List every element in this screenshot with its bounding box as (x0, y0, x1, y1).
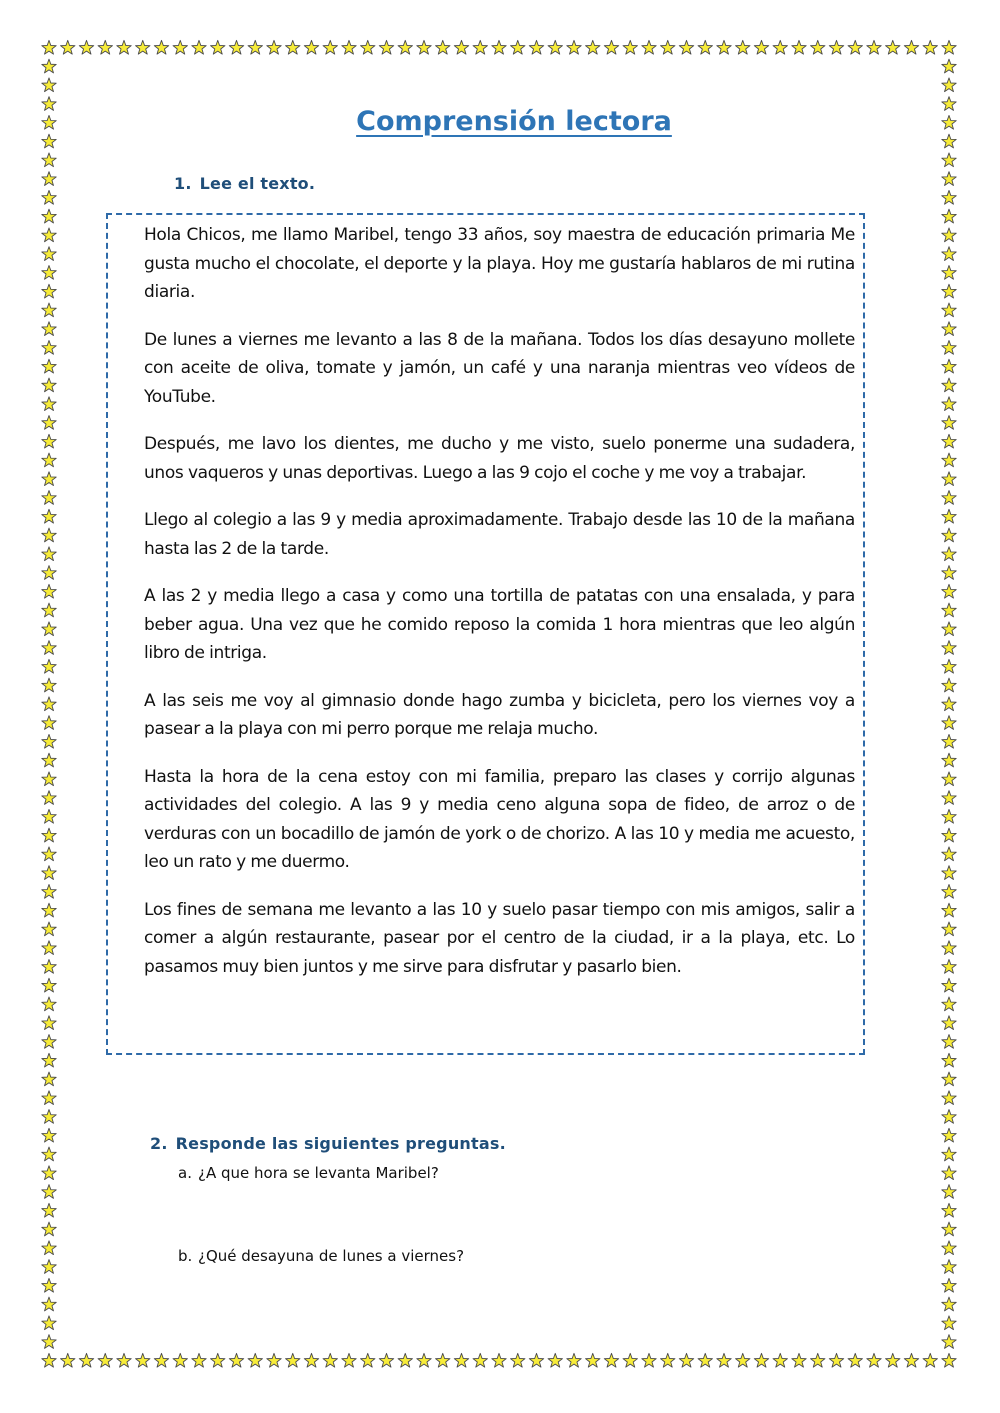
star-icon (942, 359, 956, 373)
reading-paragraph-5: A las 2 y media llego a casa y como una tortilla de patatas con una ensalada, y para beber agua. Una vez que he comido reposo la comida 1 hora mientras que leo algún libro de intriga. (144, 586, 855, 663)
star-icon (942, 1241, 956, 1255)
star-icon (942, 209, 956, 223)
star-icon (436, 1353, 450, 1367)
star-icon (511, 1353, 525, 1367)
star-icon (942, 1128, 956, 1142)
star-icon (98, 40, 112, 54)
star-icon (736, 40, 750, 54)
star-icon (942, 753, 956, 767)
star-icon (42, 960, 56, 974)
star-icon (942, 247, 956, 261)
star-icon (154, 1353, 168, 1367)
star-icon (42, 1353, 56, 1367)
star-icon (342, 40, 356, 54)
star-icon (942, 40, 956, 54)
star-icon (42, 922, 56, 936)
star-icon (567, 1353, 581, 1367)
star-icon (942, 378, 956, 392)
star-icon (942, 1203, 956, 1217)
star-icon (942, 1185, 956, 1199)
star-icon (942, 284, 956, 298)
star-icon (548, 1353, 562, 1367)
star-icon (942, 1016, 956, 1030)
star-icon (42, 622, 56, 636)
star-icon (942, 228, 956, 242)
star-icon (42, 228, 56, 242)
star-icon (173, 1353, 187, 1367)
star-icon (42, 847, 56, 861)
star-icon (61, 40, 75, 54)
star-icon (942, 1278, 956, 1292)
star-icon (867, 1353, 881, 1367)
star-icon (248, 1353, 262, 1367)
star-icon (623, 40, 637, 54)
reading-text-box (106, 213, 865, 1055)
reading-paragraph-4: Llego al colegio a las 9 y media aproximadamente. Trabajo desde las 10 de la mañana hasta las 2 de la tarde. (144, 510, 855, 559)
star-icon (42, 753, 56, 767)
star-icon (229, 1353, 243, 1367)
question-a-text: ¿A que hora se levanta Maribel? (198, 1164, 439, 1182)
reading-paragraph-3: Después, me lavo los dientes, me ducho y me visto, suelo ponerme una sudadera, unos vaqueros y unas deportivas. Luego a las 9 cojo el coche y me voy a trabajar. (144, 434, 855, 483)
star-icon (942, 1222, 956, 1236)
question-a-letter: a. (178, 1164, 192, 1182)
star-icon (942, 397, 956, 411)
star-icon (42, 397, 56, 411)
star-icon (867, 40, 881, 54)
star-icon (42, 209, 56, 223)
question-b-text: ¿Qué desayuna de lunes a viernes? (198, 1247, 465, 1265)
star-icon (642, 40, 656, 54)
star-icon (679, 40, 693, 54)
star-icon (604, 1353, 618, 1367)
star-icon (136, 1353, 150, 1367)
star-icon (942, 1316, 956, 1330)
star-icon (829, 1353, 843, 1367)
star-icon (42, 153, 56, 167)
star-icon (42, 1016, 56, 1030)
star-icon (398, 40, 412, 54)
star-icon (942, 265, 956, 279)
star-icon (42, 59, 56, 73)
star-icon (942, 509, 956, 523)
reading-paragraph-2: De lunes a viernes me levanto a las 8 de la mañana. Todos los días desayuno mollete con aceite de oliva, tomate y jamón, un café y una naranja mientras veo vídeos de YouTube. (144, 329, 855, 407)
star-icon (661, 1353, 675, 1367)
star-icon (492, 1353, 506, 1367)
star-icon (42, 1147, 56, 1161)
star-icon (42, 1053, 56, 1067)
star-icon (942, 1353, 956, 1367)
star-icon (42, 322, 56, 336)
star-icon (42, 791, 56, 805)
star-icon (42, 1035, 56, 1049)
star-icon (436, 40, 450, 54)
star-icon (942, 772, 956, 786)
star-icon (942, 59, 956, 73)
star-icon (942, 1297, 956, 1311)
star-icon (323, 1353, 337, 1367)
star-icon (942, 303, 956, 317)
star-icon (942, 341, 956, 355)
star-icon (942, 791, 956, 805)
section-1-heading (174, 174, 315, 193)
star-icon (136, 40, 150, 54)
star-icon (42, 528, 56, 542)
star-icon (79, 40, 93, 54)
section-2-heading (150, 1134, 506, 1153)
star-icon (661, 40, 675, 54)
star-icon (42, 547, 56, 561)
star-icon (942, 903, 956, 917)
star-icon (42, 378, 56, 392)
star-icon (42, 1203, 56, 1217)
star-icon (173, 40, 187, 54)
star-icon (417, 1353, 431, 1367)
star-icon (942, 622, 956, 636)
section-1-number: 1. (174, 174, 192, 193)
star-icon (42, 1260, 56, 1274)
star-icon (848, 1353, 862, 1367)
page-title: Comprensión lectora (356, 106, 672, 137)
star-icon (361, 40, 375, 54)
star-icon (942, 1166, 956, 1180)
star-icon (42, 359, 56, 373)
star-icon (379, 1353, 393, 1367)
star-icon (698, 1353, 712, 1367)
star-icon (42, 884, 56, 898)
star-icon (942, 828, 956, 842)
star-icon (942, 847, 956, 861)
star-icon (286, 1353, 300, 1367)
star-icon (942, 528, 956, 542)
question-b (178, 1246, 464, 1266)
star-icon (454, 1353, 468, 1367)
reading-paragraph-1: Hola Chicos, me llamo Maribel, tengo 33 años, soy maestra de educación primaria Me gusta mucho el chocolate, el deporte y la playa. Hoy me gustaría hablaros de mi rutina diaria. (144, 225, 855, 302)
star-icon (42, 603, 56, 617)
star-icon (942, 960, 956, 974)
star-icon (42, 659, 56, 673)
star-icon (361, 1353, 375, 1367)
star-icon (42, 809, 56, 823)
reading-paragraph-6: A las seis me voy al gimnasio donde hago zumba y bicicleta, pero los viernes voy a pasear a la playa con mi perro porque me relaja mucho. (144, 690, 855, 739)
star-icon (42, 434, 56, 448)
star-icon (642, 1353, 656, 1367)
star-icon (586, 1353, 600, 1367)
star-icon (267, 1353, 281, 1367)
star-icon (42, 697, 56, 711)
star-icon (942, 866, 956, 880)
star-icon (492, 40, 506, 54)
star-icon (942, 716, 956, 730)
star-icon (42, 341, 56, 355)
star-icon (61, 1353, 75, 1367)
star-icon (942, 153, 956, 167)
star-icon (942, 1072, 956, 1086)
star-icon (42, 1241, 56, 1255)
star-icon (623, 1353, 637, 1367)
section-2-number: 2. (150, 1134, 168, 1153)
star-icon (323, 40, 337, 54)
star-icon (42, 997, 56, 1011)
star-icon (773, 40, 787, 54)
star-icon (942, 1110, 956, 1124)
star-icon (42, 491, 56, 505)
star-icon (79, 1353, 93, 1367)
reading-paragraph-7: Hasta la hora de la cena estoy con mi familia, preparo las clases y corrijo algunas actividades del colegio. A las 9 y media ceno alguna sopa de fideo, de arroz o de verduras con un bocadillo de jamón de york o de chorizo. A las 10 y media me acuesto, leo un rato y me duermo. (144, 766, 855, 872)
star-icon (42, 172, 56, 186)
star-icon (886, 40, 900, 54)
star-icon (942, 1053, 956, 1067)
star-icon (267, 40, 281, 54)
star-icon (942, 941, 956, 955)
star-icon (886, 1353, 900, 1367)
star-icon (42, 416, 56, 430)
star-icon (754, 40, 768, 54)
star-icon (811, 1353, 825, 1367)
star-icon (42, 1091, 56, 1105)
star-icon (604, 40, 618, 54)
star-icon (904, 40, 918, 54)
star-icon (529, 1353, 543, 1367)
star-icon (42, 265, 56, 279)
star-icon (942, 584, 956, 598)
star-icon (286, 40, 300, 54)
star-icon (942, 697, 956, 711)
star-icon (42, 1072, 56, 1086)
star-icon (773, 1353, 787, 1367)
star-icon (211, 1353, 225, 1367)
star-icon (942, 1335, 956, 1349)
star-icon (42, 1128, 56, 1142)
star-icon (42, 584, 56, 598)
star-icon (792, 1353, 806, 1367)
star-icon (942, 678, 956, 692)
star-icon (98, 1353, 112, 1367)
star-icon (342, 1353, 356, 1367)
star-icon (117, 1353, 131, 1367)
star-icon (829, 40, 843, 54)
star-icon (754, 1353, 768, 1367)
star-icon (42, 566, 56, 580)
star-icon (942, 491, 956, 505)
star-icon (42, 1222, 56, 1236)
star-icon (42, 678, 56, 692)
star-icon (42, 1335, 56, 1349)
star-icon (42, 190, 56, 204)
star-icon (42, 78, 56, 92)
star-icon (923, 1353, 937, 1367)
star-icon (942, 566, 956, 580)
star-icon (942, 978, 956, 992)
star-icon (154, 40, 168, 54)
star-icon (42, 1110, 56, 1124)
star-icon (942, 190, 956, 204)
star-icon (42, 772, 56, 786)
star-icon (42, 509, 56, 523)
star-icon (473, 40, 487, 54)
star-icon (811, 40, 825, 54)
star-icon (942, 78, 956, 92)
star-icon (42, 247, 56, 261)
star-icon (42, 941, 56, 955)
star-icon (942, 472, 956, 486)
star-icon (548, 40, 562, 54)
star-icon (942, 997, 956, 1011)
question-a (178, 1163, 439, 1183)
star-icon (942, 809, 956, 823)
star-icon (942, 453, 956, 467)
question-b-letter: b. (178, 1247, 193, 1265)
star-icon (42, 1185, 56, 1199)
star-icon (42, 40, 56, 54)
star-icon (942, 434, 956, 448)
star-icon (42, 472, 56, 486)
star-icon (942, 884, 956, 898)
star-icon (192, 40, 206, 54)
star-icon (229, 40, 243, 54)
star-icon (42, 1316, 56, 1330)
star-icon (417, 40, 431, 54)
star-icon (923, 40, 937, 54)
star-icon (42, 903, 56, 917)
star-icon (942, 1147, 956, 1161)
star-icon (942, 641, 956, 655)
star-icon (42, 284, 56, 298)
star-icon (398, 1353, 412, 1367)
star-icon (698, 40, 712, 54)
star-icon (304, 40, 318, 54)
star-icon (117, 40, 131, 54)
star-icon (736, 1353, 750, 1367)
star-icon (942, 1035, 956, 1049)
star-icon (192, 1353, 206, 1367)
star-icon (942, 416, 956, 430)
star-icon (511, 40, 525, 54)
star-icon (942, 1260, 956, 1274)
star-icon (42, 734, 56, 748)
star-icon (942, 172, 956, 186)
star-icon (717, 1353, 731, 1367)
star-icon (473, 1353, 487, 1367)
star-icon (42, 1166, 56, 1180)
star-icon (942, 547, 956, 561)
star-icon (567, 40, 581, 54)
star-icon (42, 641, 56, 655)
star-icon (586, 40, 600, 54)
star-icon (248, 40, 262, 54)
star-icon (942, 1091, 956, 1105)
star-icon (942, 734, 956, 748)
star-icon (42, 716, 56, 730)
section-1-label: Lee el texto. (199, 174, 316, 193)
star-icon (942, 322, 956, 336)
star-icon (454, 40, 468, 54)
star-icon (42, 1278, 56, 1292)
star-icon (42, 866, 56, 880)
section-2-label: Responde las siguientes preguntas. (175, 1134, 506, 1153)
star-icon (529, 40, 543, 54)
star-icon (717, 40, 731, 54)
star-icon (304, 1353, 318, 1367)
star-icon (379, 40, 393, 54)
star-icon (42, 303, 56, 317)
star-icon (942, 922, 956, 936)
star-icon (42, 828, 56, 842)
star-icon (792, 40, 806, 54)
star-icon (904, 1353, 918, 1367)
star-icon (42, 1297, 56, 1311)
star-icon (942, 603, 956, 617)
reading-paragraph-8: Los fines de semana me levanto a las 10 y suelo pasar tiempo con mis amigos, salir a comer a algún restaurante, pasear por el centro de la ciudad, ir a la playa, etc. Lo pasamos muy bien juntos y me sirve para disfrutar y pasarlo bien. (144, 899, 855, 977)
star-icon (211, 40, 225, 54)
star-icon (42, 453, 56, 467)
star-icon (942, 659, 956, 673)
star-icon (848, 40, 862, 54)
star-icon (679, 1353, 693, 1367)
star-icon (42, 978, 56, 992)
